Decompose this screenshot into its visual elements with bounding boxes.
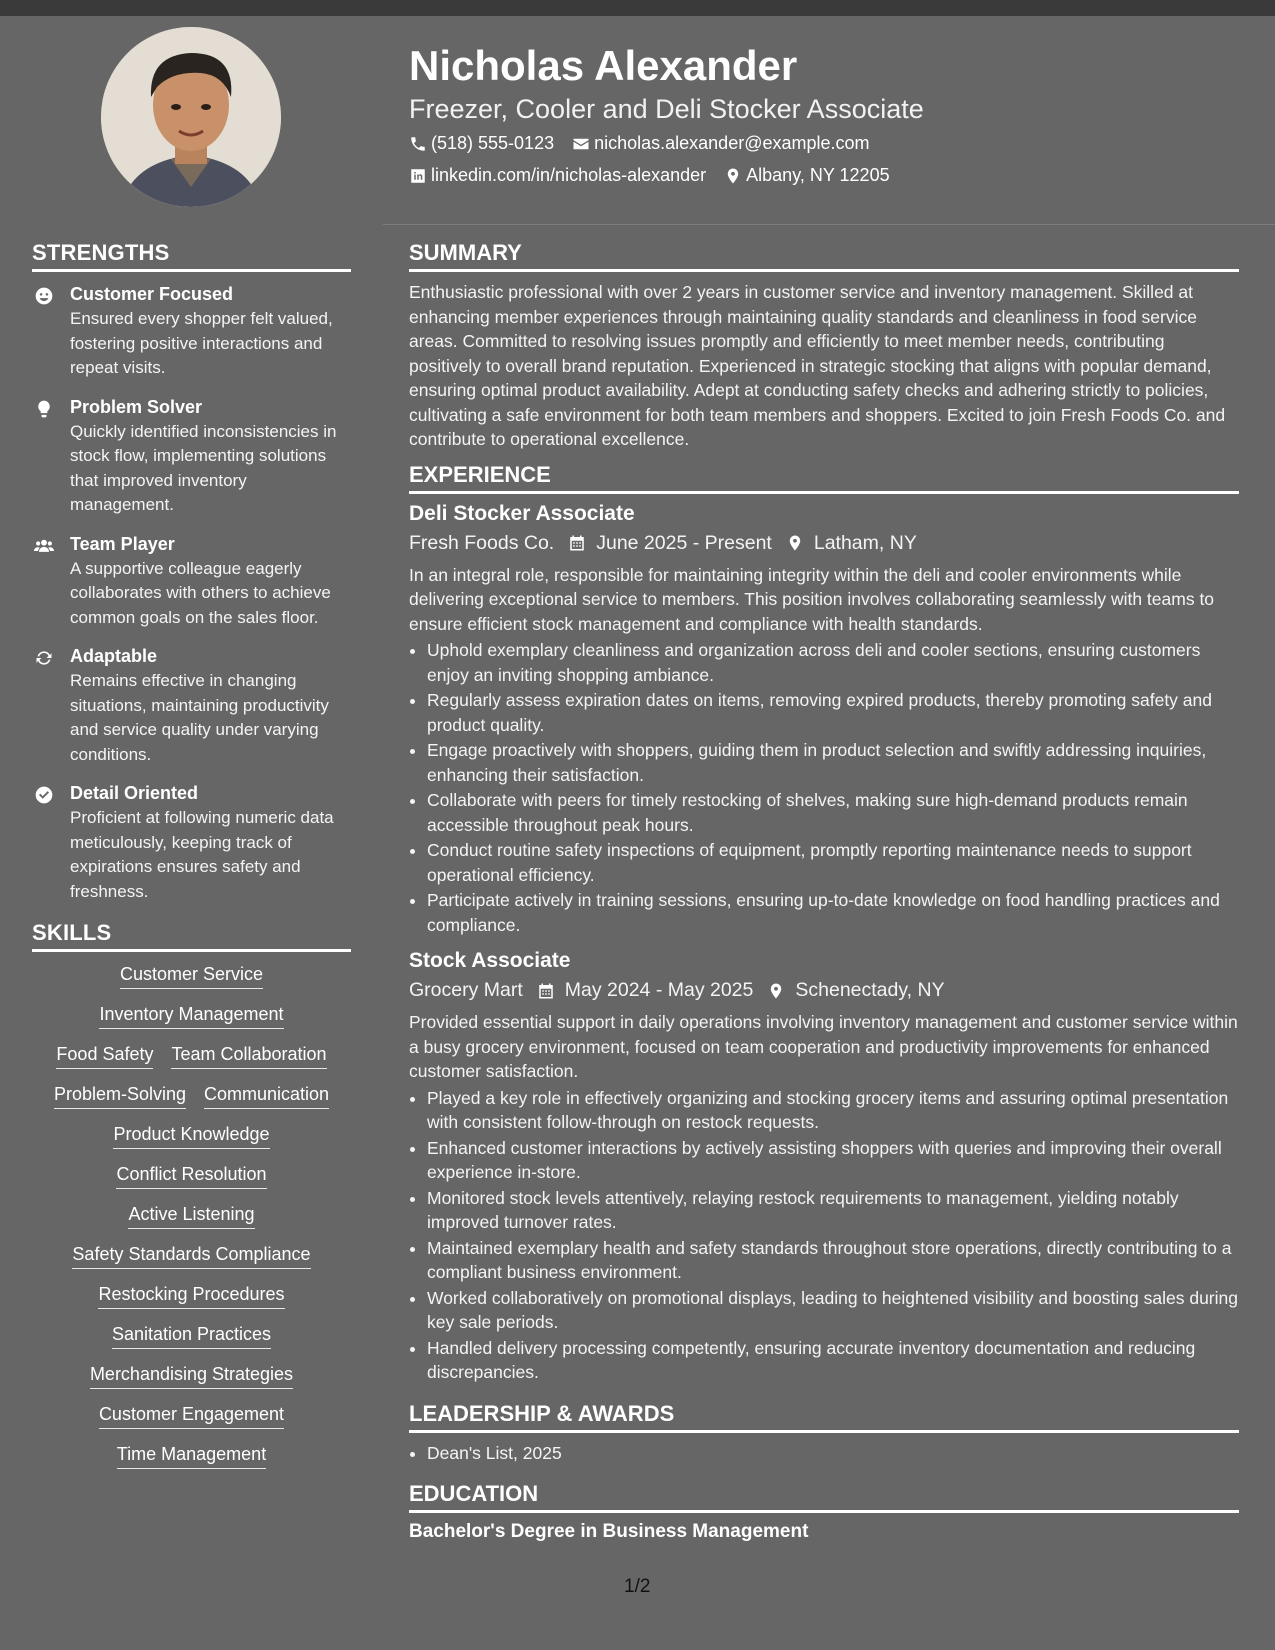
strength-name: Adaptable [70, 646, 158, 666]
map-pin-icon [767, 982, 785, 1000]
bullet-item: • Collaborate with peers for timely restocking of shelves, making sure high-demand products remain accessible throughout peak hours. [427, 788, 1239, 837]
skill-tag: Merchandising Strategies [90, 1364, 293, 1389]
smile-icon [34, 286, 54, 306]
map-pin-icon [724, 167, 742, 185]
awards-list [409, 1441, 1239, 1466]
education-degree: Bachelor's Degree in Business Management [409, 1521, 809, 1542]
calendar-icon [537, 982, 555, 1000]
job-entry [409, 949, 1239, 1385]
skill-tag: Sanitation Practices [112, 1324, 271, 1349]
strength-name: Team Player [70, 533, 175, 554]
job-bullets [409, 638, 1239, 937]
header-divider [383, 224, 1275, 225]
skill-tag: Active Listening [128, 1204, 254, 1229]
calendar-icon [568, 534, 586, 552]
page-number: 1/2 [624, 1576, 651, 1597]
top-bar [0, 0, 1275, 16]
skill-tag: Safety Standards Compliance [72, 1244, 310, 1269]
summary-heading: SUMMARY [409, 240, 1239, 272]
skill-tag: Problem-Solving [54, 1084, 186, 1109]
bullet-item: • Regularly assess expiration dates on items, removing expired products, thereby promoting safety and product quality. [427, 688, 1239, 737]
job-meta [409, 979, 1239, 1002]
bullet-item: • Enhanced customer interactions by actively assisting shoppers with queries and improving their overall experience in-store. [427, 1136, 1239, 1185]
skill-tag: Restocking Procedures [98, 1284, 284, 1309]
awards-heading: LEADERSHIP & AWARDS [409, 1401, 1239, 1433]
strength-name: Problem Solver [70, 396, 203, 417]
bullet-item: • Played a key role in effectively organizing and stocking grocery items and assuring optimal presentation with consistent follow-through on restock requests. [427, 1086, 1239, 1135]
linkedin-item[interactable] [409, 165, 706, 186]
skills-list [32, 964, 351, 1469]
envelope-icon [572, 135, 590, 153]
linkedin-icon [409, 167, 427, 185]
strength-item [32, 783, 351, 904]
email-item[interactable] [572, 133, 869, 154]
bullet-item: • Handled delivery processing competently, ensuring accurate inventory documentation and reducing discrepancies. [427, 1336, 1239, 1385]
job-dates: May 2024 - May 2025 [564, 979, 754, 1001]
sync-icon [34, 648, 54, 668]
bullet-item: • Monitored stock levels attentively, relaying restock requirements to management, yielding notably improved turnover rates. [427, 1186, 1239, 1235]
strengths-heading: STRENGTHS [32, 240, 351, 272]
strength-desc: Proficient at following numeric data meticulously, keeping track of expirations ensures safety and freshness. [70, 808, 334, 901]
skills-heading: SKILLS [32, 920, 351, 952]
location-text: Albany, NY 12205 [746, 165, 890, 185]
award-item: • Dean's List, 2025 [427, 1441, 1239, 1466]
experience-heading: EXPERIENCE [409, 462, 1239, 494]
job-entry [409, 502, 1239, 938]
strength-item [32, 397, 351, 518]
job-bullets [409, 1086, 1239, 1385]
strength-name: Detail Oriented [70, 783, 199, 803]
left-column [32, 240, 351, 1484]
bullet-item: • Maintained exemplary health and safety standards throughout store operations, directly contributing to a compliant business environment. [427, 1236, 1239, 1285]
contact-row-1 [409, 133, 888, 154]
skill-tag: Product Knowledge [113, 1124, 269, 1149]
location-item [724, 165, 889, 186]
skill-tag: Food Safety [56, 1044, 153, 1069]
strength-desc: Quickly identified inconsistencies in stock flow, implementing solutions that improved inventory management. [70, 421, 337, 514]
bullet-item: • Worked collaboratively on promotional displays, leading to heightened visibility and boosting sales during key sale periods. [427, 1286, 1239, 1335]
email-text[interactable]: nicholas.alexander@example.com [594, 133, 870, 153]
phone-item [409, 133, 554, 154]
education-heading: EDUCATION [409, 1481, 1239, 1513]
bullet-item: • Conduct routine safety inspections of equipment, promptly reporting maintenance needs to support operational efficiency. [427, 838, 1239, 887]
phone-text: (518) 555-0123 [431, 133, 555, 153]
skill-tag: Customer Engagement [99, 1404, 284, 1429]
linkedin-text[interactable]: linkedin.com/in/nicholas-alexander [431, 165, 707, 185]
strength-desc: A supportive colleague eagerly collaborates with others to achieve common goals on the sales floor. [70, 558, 331, 627]
job-description: In an integral role, responsible for maintaining integrity within the deli and cooler environments while delivering exceptional service to members. This position involves collaborating seamlessly with teams to ensure efficient stock management and compliance with health standards. [409, 564, 1215, 634]
skill-tag: Customer Service [120, 964, 263, 989]
strength-item [32, 284, 351, 381]
job-dates: June 2025 - Present [596, 531, 772, 554]
contact-row-2 [409, 165, 908, 186]
summary-text: Enthusiastic professional with over 2 years in customer service and inventory management. Skilled at enhancing member experiences through maintaining quality standards and cleanliness in food service areas. Committed to resolving issues promptly and efficiently to meet member needs, contributing positively to overall brand reputation. Experienced in strategic stocking that aligns with popular demand, ensuring optimal product availability. Adept at conducting safety checks and adhering strictly to policies, cultivating a safe environment for both team members and shoppers. Excited to join Fresh Foods Co. and contribute to operational excellence. [409, 282, 1226, 449]
check-circle-icon [34, 785, 54, 805]
job-location: Latham, NY [813, 531, 917, 554]
right-column [409, 240, 1239, 1543]
bullet-item: • Uphold exemplary cleanliness and organization across deli and cooler sections, ensuring customers enjoy an inviting shopping ambiance. [427, 638, 1239, 687]
map-pin-icon [786, 534, 804, 552]
job-company: Fresh Foods Co. [409, 531, 555, 554]
strength-desc: Remains effective in changing situations, maintaining productivity and service quality under varying conditions. [70, 671, 329, 764]
strength-desc: Ensured every shopper felt valued, fostering positive interactions and repeat visits. [70, 309, 333, 377]
bullet-item: • Engage proactively with shoppers, guiding them in product selection and swiftly addressing inquiries, enhancing their satisfaction. [427, 738, 1239, 787]
skill-tag: Team Collaboration [171, 1044, 326, 1069]
strength-item [32, 534, 351, 631]
skill-tag: Time Management [117, 1444, 266, 1469]
strength-name: Customer Focused [70, 284, 234, 304]
lightbulb-icon [34, 399, 54, 419]
phone-icon [409, 135, 427, 153]
users-icon [34, 536, 54, 556]
strength-item [32, 646, 351, 767]
skill-tag: Conflict Resolution [116, 1164, 266, 1189]
candidate-name: Nicholas Alexander [409, 42, 798, 89]
job-title: Deli Stocker Associate [409, 501, 635, 525]
profile-photo [101, 27, 281, 207]
job-title: Stock Associate [409, 949, 571, 972]
bullet-item: • Participate actively in training sessions, ensuring up-to-date knowledge on food handling practices and compliance. [427, 888, 1239, 937]
job-company: Grocery Mart [409, 979, 523, 1001]
candidate-title: Freezer, Cooler and Deli Stocker Associate [409, 94, 924, 124]
skill-tag: Inventory Management [99, 1004, 283, 1029]
job-description: Provided essential support in daily operations involving inventory management and customer service within a busy grocery environment, focused on team cooperation and productivity improvements for enhanced customer satisfaction. [409, 1012, 1238, 1081]
job-meta [409, 532, 1239, 555]
job-location: Schenectady, NY [795, 979, 945, 1001]
skill-tag: Communication [204, 1084, 329, 1109]
